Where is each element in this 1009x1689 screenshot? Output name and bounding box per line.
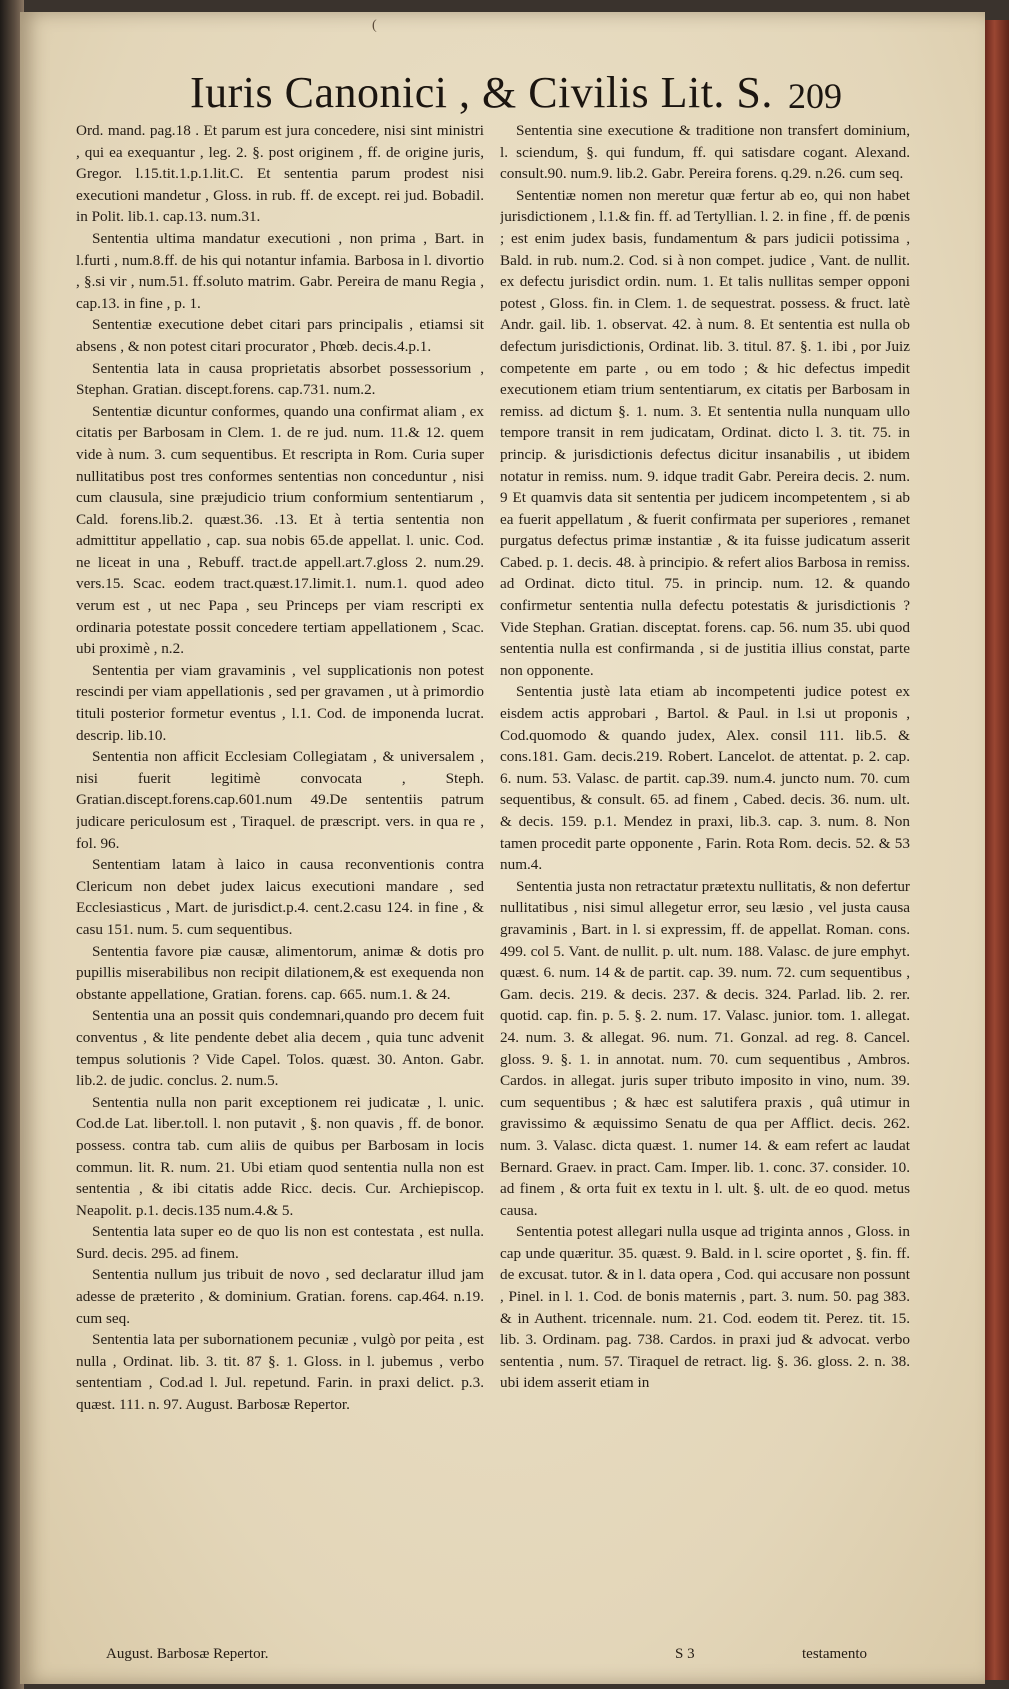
paragraph: Sententia non afficit Ecclesiam Collegiatam , & universalem , nisi fuerit legitimè convocata , Steph. Gratian.discept.forens.cap.601.num 49.De sententiis patrum judicare periculosum est , Tiraquel. de præscript. vers. in qua re , fol. 96.	[76, 748, 484, 852]
paragraph: Sententia nulla non parit exceptionem rei judicatæ , l. unic. Cod.de Lat. liber.toll. l. non putavit , §. non quavis , ff. de bonor. possess. contra tab. cum aliis de quibus per Barbosam in locis commun. lit. R. num. 21. Ubi etiam quod sententia nulla non est sententia , & ibi citatis adde Ricc. decis. Cur. Archiepiscop. Neapolit. p.1. decis.135 num.4.& 5.	[76, 1093, 484, 1219]
page-sheet	[20, 12, 985, 1684]
right-text-column	[500, 120, 910, 1650]
right-catchword: testamento	[802, 1646, 867, 1662]
paragraph: Sententia lata in causa proprietatis absorbet possessorium , Stephan. Gratian. discept.forens. cap.731. num.2.	[76, 359, 484, 399]
paragraph: Sententia una an possit quis condemnari,quando pro decem fuit conventus , & lite pendente debet alia decem , quia tunc advenit tempus solutionis ? Vide Capel. Tolos. quæst. 30. Anton. Gabr. lib.2. de judic. conclus. 2. num.5.	[76, 1007, 484, 1090]
page-number: 209	[788, 76, 842, 116]
book-cover-edge	[985, 20, 1009, 1680]
left-catchword: August. Barbosæ Repertor.	[106, 1646, 269, 1662]
top-margin-mark: (	[372, 18, 377, 33]
paragraph: Sententia per viam gravaminis , vel supplicationis non potest rescindi per viam appellationis , sed per gravamen , ut à primordio tituli posterior formetur eventus , l.1. Cod. de imponenda lucrat. descrip. lib.10.	[76, 661, 484, 744]
page-footer	[20, 1646, 985, 1676]
paragraph: Sententiæ executione debet citari pars principalis , etiamsi sit absens , & non potest citari procurator , Phœb. decis.4.p.1.	[76, 316, 484, 355]
paragraph: Sententia justè lata etiam ab incompetenti judice potest ex eisdem actis approbari , Bartol. & Paul. in l.si ut proponis , Cod.quomodo & quando judex, Alex. consil 111. lib.5. & cons.181. Gam. decis.219. Robert. Lancelot. de attentat. p. 2. cap. 6. num. 53. Valasc. de partit. cap.39. num.4. juncto num. 70. cum sequentibus, & consult. 65. ad finem , Cabed. decis. 36. num. ult. & decis. 159. p.1. Mendez in praxi, lib.3. cap. 3. num. 8. Non tamen procedit parte opponente , Farin. Rota Rom. decis. 52. & 53 num.4.	[500, 683, 910, 874]
paragraph: Sententia potest allegari nulla usque ad triginta annos , Gloss. in cap unde quæritur. 35. quæst. 9. Bald. in l. scire oportet , §. fin. ff. de excusat. tutor. & in l. data opera , Cod. qui accusare non possunt , Pinel. in l. 1. Cod. de bonis maternis , part. 3. num. 50. pag 383. & in Authent. tricennale. num. 21. Cod. eodem tit. Perez. tit. 15. lib. 3. Ordinam. pag. 738. Cardos. in praxi jud & advocat. verbo sententia , num. 57. Tiraquel de retract. lig. §. 36. gloss. 2. n. 38. ubi idem asserit etiam in	[500, 1223, 910, 1392]
paragraph: Sententia nullum jus tribuit de novo , sed declaratur illud jam adesse de præterito , & dominium. Gratian. forens. cap.464. n.19. cum seq.	[76, 1266, 484, 1327]
paragraph: Ord. mand. pag.18 . Et parum est jura concedere, nisi sint ministri , qui ea exequantur , leg. 2. §. post originem , ff. de origine juris, Gregor. l.15.tit.1.p.1.lit.C. Et sententia parum prodest nisi executioni mandetur , Gloss. in rub. ff. de except. rei jud. Bobadil. in Polit. lib.1. cap.13. num.31.	[76, 122, 484, 226]
page-header	[20, 67, 985, 127]
paragraph: Sententia justa non retractatur prætextu nullitatis, & non defertur nullitatibus , nisi simul allegetur error, seu læsio , vel justa causa gravaminis , Bart. in l. si expressim, ff. de appellat. Roman. cons. 499. col 5. Vant. de nullit. p. ult. num. 188. Valasc. de jure emphyt. quæst. 6. num. 14 & de partit. cap. 39. num. 72. cum sequentibus , Gam. decis. 219. & decis. 237. & decis. 324. Parlad. lib. 2. rer. quotid. cap. fin. p. 5. §. 2. num. 17. Valasc. junior. tom. 1. allegat. 24. num. 3. & allegat. 96. num. 71. Gonzal. ad reg. 8. Cancel. gloss. 9. §. 1. in annotat. num. 70. cum sequentibus , Ambros. Cardos. in allegat. juris super tributo imposito in vino, num. 39. cum sequentibus ; & hæc est salutifera praxis , quâ utimur in gravissimo & æquissimo Senatu de qua per Afflict. decis. 262. num. 3. Valasc. dicta quæst. 1. numer 14. & eam refert ac laudat Bernard. Graev. in pract. Cam. Imper. lib. 1. conc. 37. consider. 10. ad finem , & orta fuit ex textu in l. ult. §. ult. de eo quod. metus causa.	[500, 877, 910, 1219]
paragraph: Sententiæ dicuntur conformes, quando una confirmat aliam , ex citatis per Barbosam in Clem. 1. de re jud. num. 11.& 12. quem vide à num. 3. cum sequentibus. Et rescripta in Rom. Curia super nullitatibus post tres conformes sententias non conceduntur , nisi cum clausula, sine præjudicio trium conformium sententiarum , Cald. forens.lib.2. quæst.36. .13. Et à tertia sententia non admittitur appellatio , cap. sua nobis 65.de appellat. l. unic. Cod. ne liceat in una , Rebuff. tract.de appell.art.7.gloss 2. num.29. vers.15. Scac. eodem tract.quæst.17.limit.1. num.1. quod adeo verum est , ut nec Papa , seu Princeps per viam rescripti ex ordinaria potestate possit concedere tertiam appellationem , Scac. ubi proximè , n.2.	[76, 402, 484, 658]
paragraph: Sententiæ nomen non meretur quæ fertur ab eo, qui non habet jurisdictionem , l.1.& fin. ff. ad Tertyllian. l. 2. in fine , ff. de pœnis ; est enim judex basis, fundamentum & pars judicii potissima , Bald. in rub. num.2. Cod. si à non compet. judice , Vant. de nullit. ex defectu jurisdict ordin. num. 1. Et talis nullitas semper opponi potest , Gloss. fin. in Clem. 1. de sequestrat. possess. & fruct. latè Andr. gail. lib. 1. observat. 42. à num. 8. Et sententia est nulla ob defectum jurisdictionis, Ordinat. lib. 3. titul. 87. §. 1. ibi , por Juiz competente em parte , ou em todo ; & hic defectus impedit executionem etiam trium sententiarum, ex citatis per Barbosam in remiss. ad dictum §. 1. num. 3. Et sententia nulla nunquam ullo tempore transit in rem judicatam, Ordinat. dicto l. 3. tit. 75. in princip. & jurisdictionis defectus dicitur insanabilis , ut ibidem notatur in remiss. num. 9. idque tradit Gabr. Pereira decis. 2. num. 9 Et quamvis data sit sententia per judicem incompetentem , si ab ea fuerit appellatum , & fuerit confirmata per superiores , remanet purgatus defectus primæ instantiæ , & ita fuisse judicatum asserit Cabed. p. 1. decis. 48. à principio. & refert alios Barbosa in remiss. ad Ordinat. dicto titul. 75. in princip. num. 12. & quando confirmetur sententia nulla defectu potestatis & jurisdictionis ? Vide Stephan. Gratian. disceptat. forens. cap. 56. num 35. ubi quod sententia nulla est confirmanda , si de justitia illius constat, parte non opponente.	[500, 186, 910, 679]
left-text-column	[76, 120, 484, 1650]
paragraph: Sententia lata per subornationem pecuniæ , vulgò por peita , est nulla , Ordinat. lib. 3. tit. 87 §. 1. Gloss. in l. jubemus , verbo sententiam , Cod.ad l. Jul. repetund. Farin. in praxi delict. p.3. quæst. 111. n. 97. August. Barbosæ Repertor.	[76, 1331, 484, 1414]
paragraph: Sententia ultima mandatur executioni , non prima , Bart. in l.furti , num.8.ff. de his qui notantur infamia. Barbosa in l. divortio , §.si vir , num.51. ff.soluto matrim. Gabr. Pereira de manu Regia , cap.13. in fine , p. 1.	[76, 229, 484, 312]
paragraph: Sententia sine executione & traditione non transfert dominium, l. sciendum, §. qui fundum, ff. qui satisdare cogant. Alexand. consult.90. num.9. lib.2. Gabr. Pereira forens. q.29. n.26. cum seq.	[500, 122, 910, 183]
signature-mark: S 3	[675, 1646, 695, 1662]
paragraph: Sententiam latam à laico in causa reconventionis contra Clericum non debet judex laicus executioni mandare , sed Ecclesiasticus , Mart. de jurisdict.p.4. cent.2.casu 124. in fine , & casu 151. num. 5. cum sequentibus.	[76, 856, 484, 938]
paragraph: Sententia lata super eo de quo lis non est contestata , est nulla. Surd. decis. 295. ad finem.	[76, 1223, 484, 1262]
running-title: Iuris Canonici , & Civilis Lit. S.	[190, 68, 773, 117]
paragraph: Sententia favore piæ causæ, alimentorum, animæ & dotis pro pupillis miserabilibus non recipit dilationem,& est exequenda non obstante appellatione, Gratian. forens. cap. 665. num.1. & 24.	[76, 942, 484, 1003]
